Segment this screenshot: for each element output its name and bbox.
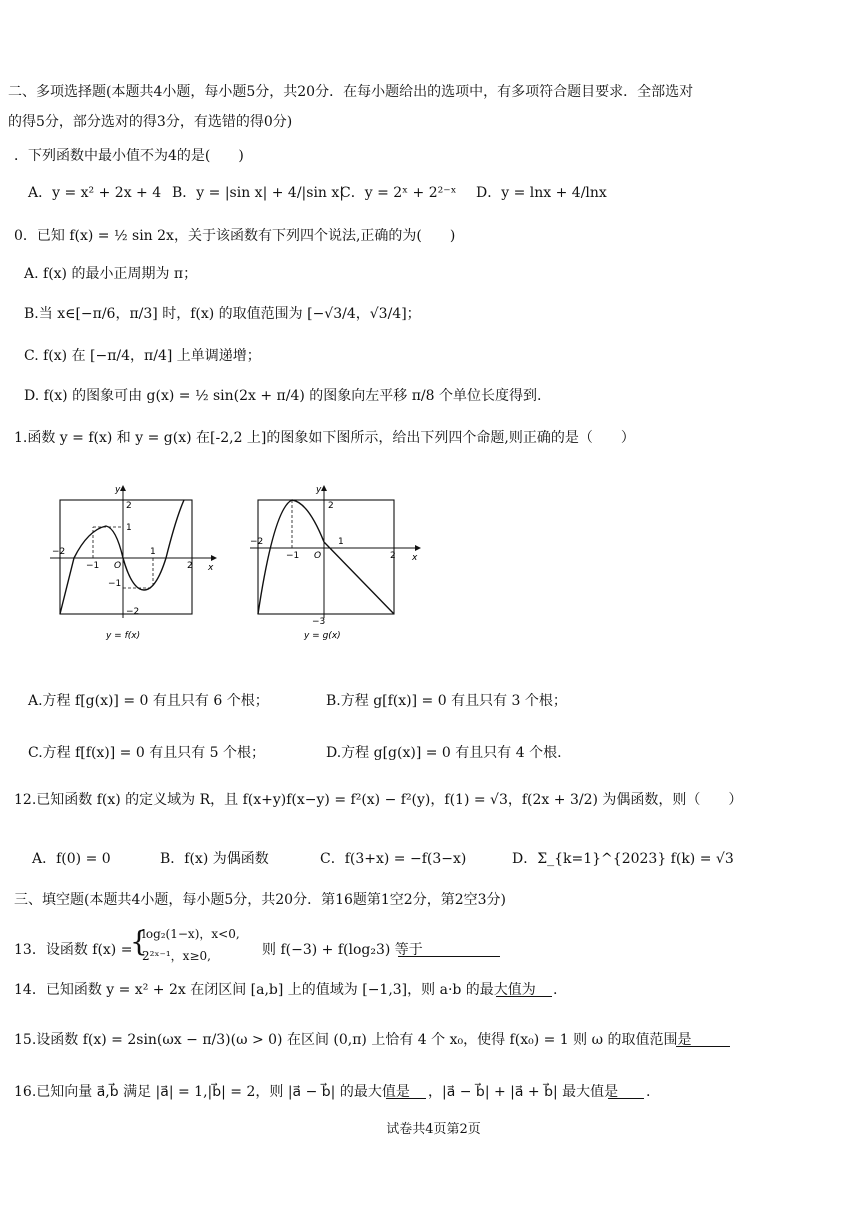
graph-f-x-label: x: [208, 563, 214, 573]
q12-option-a: A．f(0) = 0: [32, 851, 111, 867]
graph-f-ytick-2: 2: [126, 501, 132, 511]
graph-f-tick-2: 2: [187, 561, 193, 571]
graph-f-origin: O: [114, 561, 122, 571]
graph-f-curve: [60, 500, 184, 614]
graph-g-caption: y = g(x): [304, 631, 341, 641]
q13-case1: log₂(1−x)，x<0,: [142, 927, 240, 941]
graph-f-y-label: y: [115, 485, 121, 495]
q13-suffix: 则 f(−3) + f(log₂3) 等于: [262, 942, 423, 958]
q11-option-a: A.方程 f[g(x)] = 0 有且只有 6 个根；: [28, 693, 269, 709]
graph-f-tick-1: 1: [150, 547, 156, 557]
q10-option-c: C. f(x) 在 [−π/4，π/4] 上单调递增；: [24, 348, 261, 364]
q16-text-a: 16.已知向量 a⃗,b⃗ 满足 |a⃗| = 1,|b⃗| = 2，则 |a⃗ − b⃗| 的最大值是: [14, 1084, 410, 1100]
q10-option-a: A. f(x) 的最小正周期为 π；: [24, 266, 198, 282]
graph-f-frame: [60, 500, 192, 614]
q9-option-d: D．y = lnx + 4/lnx: [476, 185, 607, 201]
graph-f-caption: y = f(x): [106, 631, 141, 641]
q14-answer-blank[interactable]: [496, 982, 552, 997]
graph-g-frame: [258, 500, 394, 614]
graph-g-tick-1: 1: [338, 537, 344, 547]
graph-g-ytick-2: 2: [328, 501, 334, 511]
graph-g-ytick-neg3: −3: [312, 617, 326, 627]
q13-answer-blank[interactable]: [398, 942, 500, 957]
graph-g: [248, 478, 434, 644]
q14-text: 14．已知函数 y = x² + 2x 在闭区间 [a,b] 上的值域为 [−1,3]，则 a·b 的最大值为: [14, 982, 536, 998]
graph-f: [44, 478, 230, 644]
graph-g-tick-2: 2: [390, 551, 396, 561]
q16-end: .: [646, 1084, 651, 1100]
page-footer: 试卷共4页第2页: [386, 1122, 481, 1137]
q11-option-b: B.方程 g[f(x)] = 0 有且只有 3 个根；: [326, 693, 567, 709]
q13-prefix: 13．设函数 f(x) =: [14, 942, 133, 958]
graph-f-ytick-neg1: −1: [108, 579, 122, 589]
graph-f-ytick-1: 1: [126, 523, 132, 533]
q12-option-d: D．Σ_{k=1}^{2023} f(k) = √3: [512, 851, 734, 867]
q9-option-c: C．y = 2ˣ + 2²⁻ˣ: [340, 185, 457, 201]
q11-option-c: C.方程 f[f(x)] = 0 有且只有 5 个根；: [28, 745, 266, 761]
q16-text-b: ，|a⃗ − b⃗| + |a⃗ + b⃗| 最大值是: [428, 1084, 619, 1100]
graph-g-tick-neg1: −1: [286, 551, 300, 561]
q9-option-a: A．y = x² + 2x + 4: [28, 185, 162, 201]
q10-option-d: D. f(x) 的图象可由 g(x) = ½ sin(2x + π/4) 的图象向左平移 π/8 个单位长度得到.: [24, 388, 542, 404]
q13-brace: {: [130, 925, 148, 958]
q9-option-b: B．y = |sin x| + 4/|sin x|: [172, 185, 344, 201]
q11-option-d: D.方程 g[g(x)] = 0 有且只有 4 个根.: [326, 745, 562, 761]
q10-option-b: B.当 x∈[−π/6，π/3] 时，f(x) 的取值范围为 [−√3/4，√3/4]；: [24, 306, 421, 322]
graph-f-tick-neg1: −1: [86, 561, 100, 571]
q9-stem: ．下列函数中最小值不为4的是( ): [14, 148, 244, 164]
q13-case2: 2²ˣ⁻¹，x≥0,: [142, 949, 211, 963]
graph-f-ytick-neg2: −2: [126, 607, 140, 617]
graph-g-tick-neg2: −2: [250, 537, 264, 547]
graph-g-x-label: x: [412, 553, 418, 563]
q14-end: .: [553, 982, 558, 998]
q15-text: 15.设函数 f(x) = 2sin(ωx − π/3)(ω > 0) 在区间 (0,π) 上恰有 4 个 x₀，使得 f(x₀) = 1 则 ω 的取值范围是: [14, 1032, 692, 1048]
section2-heading-line1: 二、多项选择题(本题共4小题，每小题5分，共20分．在每小题给出的选项中，有多项符合题目要求．全部选对: [8, 84, 694, 100]
graph-g-origin: O: [314, 551, 322, 561]
q16-answer-blank-2[interactable]: [608, 1084, 644, 1099]
q15-answer-blank[interactable]: [676, 1032, 730, 1047]
graph-g-y-label: y: [316, 485, 322, 495]
section3-heading: 三、填空题(本题共4小题，每小题5分，共20分．第16题第1空2分，第2空3分): [14, 892, 506, 908]
graph-g-curve: [258, 500, 394, 614]
q11-stem: 1.函数 y = f(x) 和 y = g(x) 在[-2,2 上]的图象如下图所示，给出下列四个命题,则正确的是（ ）: [14, 430, 635, 446]
section2-heading-line2: 的得5分，部分选对的得3分，有选错的得0分): [8, 114, 293, 130]
q12-stem: 12.已知函数 f(x) 的定义域为 R，且 f(x+y)f(x−y) = f²(x) − f²(y)，f(1) = √3，f(2x + 3/2) 为偶函数，则（ ）: [14, 792, 743, 808]
q12-option-c: C．f(3+x) = −f(3−x): [320, 851, 467, 867]
q10-stem: 0．已知 f(x) = ½ sin 2x，关于该函数有下列四个说法,正确的为( ): [14, 228, 456, 244]
q16-answer-blank-1[interactable]: [386, 1084, 426, 1099]
q12-option-b: B．f(x) 为偶函数: [160, 851, 269, 867]
graph-f-tick-neg2: −2: [52, 547, 66, 557]
